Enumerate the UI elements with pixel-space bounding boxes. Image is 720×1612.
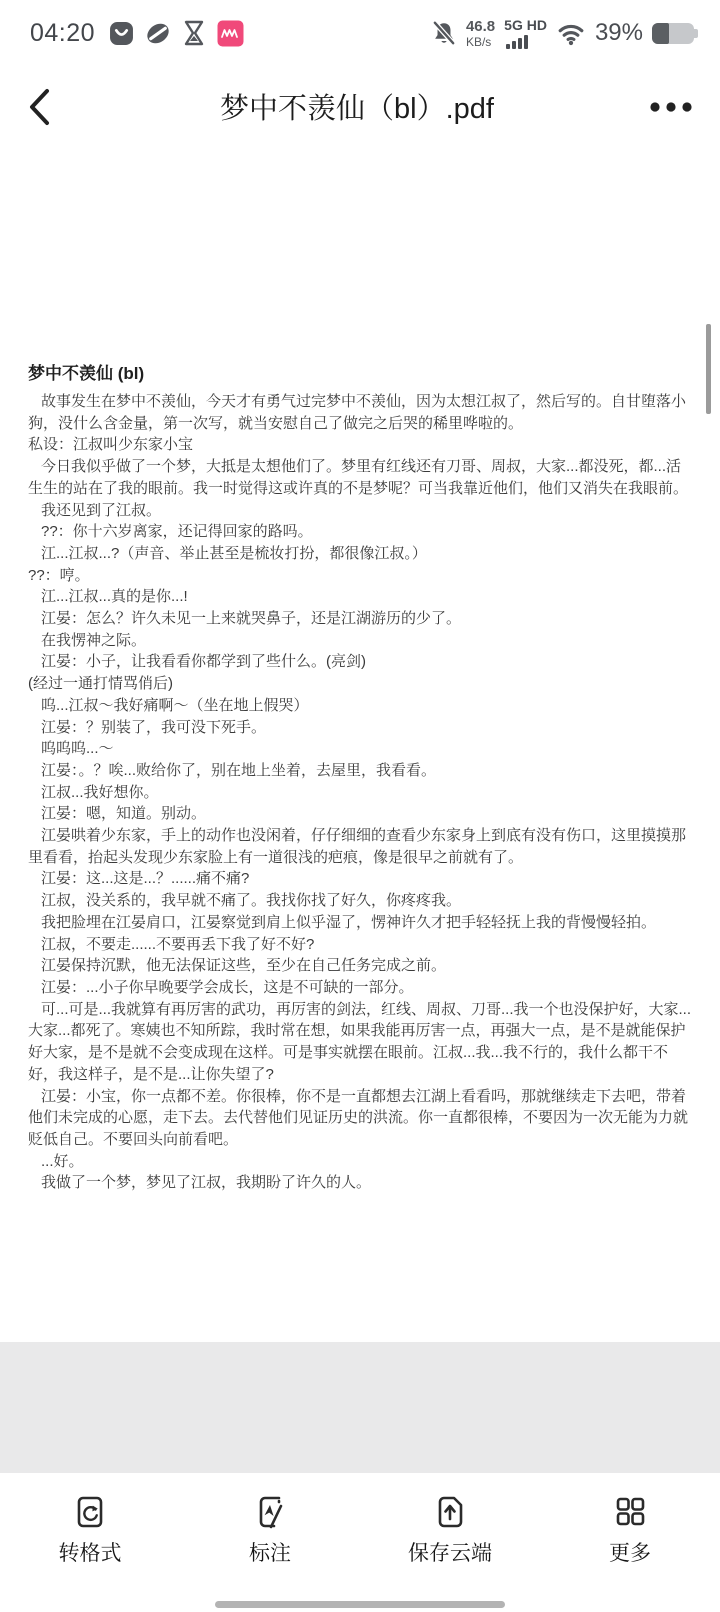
document-paragraph: 呜...江叔～我好痛啊～（坐在地上假哭） — [41, 696, 309, 714]
app-oval-icon — [145, 21, 171, 46]
document-paragraph: 我把脸埋在江晏肩口，江晏察觉到肩上似乎湿了，愣神许久才把手轻轻抚上我的背慢慢轻拍。 — [41, 913, 657, 931]
document-body — [28, 391, 692, 1194]
document-paragraph: 今日我似乎做了一个梦，大抵是太想他们了。梦里有红线还有刀哥、周叔，大家...都没死，都...活生生的站在了我的眼前。我一时觉得这或许真的不是梦呢？可当我靠近他们，他们又消失在我眼前。 — [28, 458, 689, 497]
more-menu-button[interactable] — [642, 101, 694, 113]
document-paragraph: ...好。 — [41, 1152, 84, 1170]
network-speed-value: 46.8 — [465, 17, 496, 35]
network-speed-unit: KB/s — [465, 34, 492, 49]
more-grid-icon — [610, 1490, 650, 1534]
document-paragraph: ??：哼。 — [28, 566, 90, 584]
document-paragraph: 江...江叔...真的是你...! — [41, 588, 188, 606]
convert-format-icon — [70, 1490, 110, 1534]
annotate-icon — [250, 1490, 290, 1534]
document-paragraph: 江晏哄着少东家，手上的动作也没闲着，仔仔细细的查看少东家身上到底有没有伤口，这里摸摸那里看看，抬起头发现少东家脸上有一道很浅的疤痕，像是很早之前就有了。 — [28, 827, 687, 866]
document-paragraph: 江晏：。？唉...败给你了，别在地上坐着，去屋里，我看看。 — [41, 761, 437, 779]
scrollbar-thumb[interactable] — [706, 324, 711, 414]
document-paragraph: 江晏：...小子你早晚要学会成长，这是不可缺的一部分。 — [41, 978, 414, 996]
toolbar-item-label: 标注 — [249, 1542, 291, 1565]
document-paragraph: (经过一通打情骂俏后) — [28, 675, 173, 693]
document-paragraph: 江叔，不要走......不要再丢下我了好不好? — [41, 935, 315, 953]
document-paragraph: 呜呜呜...～ — [41, 740, 114, 758]
network-type-label: 5G HD — [504, 16, 547, 33]
document-paragraph: 江叔...我好想你。 — [41, 783, 159, 801]
file-title: 梦中不羡仙（bl）.pdf — [220, 93, 494, 125]
toolbar-item-label: 更多 — [609, 1542, 651, 1565]
document-paragraph: 江晏：小宝，你一点都不差。你很棒，你不是一直都想去江湖上看看吗，那就继续走下去吧，带着他们未完成的心愿，走下去。去代替他们见证历史的洪流。你一直都很棒，不要因为一次无能为力就贬低自己。不要回头向前看吧。 — [28, 1087, 689, 1148]
more-button[interactable] — [540, 1473, 720, 1612]
bottom-toolbar — [0, 1473, 720, 1612]
cellular-indicator — [504, 18, 547, 49]
pdf-page[interactable] — [0, 322, 720, 1342]
document-paragraph: 江晏保持沉默，他无法保证这些，至少在自己任务完成之前。 — [41, 957, 447, 975]
more-dots-icon — [648, 101, 694, 113]
cloud-save-button[interactable] — [360, 1473, 540, 1612]
back-chevron-icon — [26, 87, 52, 127]
document-title: 梦中不羡仙 (bl) — [28, 364, 145, 383]
toolbar-item-label: 转格式 — [58, 1542, 122, 1565]
header — [0, 60, 720, 153]
document-paragraph: 私设：江叔叫少东家小宝 — [28, 436, 194, 454]
wifi-icon — [556, 21, 586, 46]
document-paragraph: 在我愣神之际。 — [41, 631, 147, 649]
document-paragraph: 江晏：小子，让我看看你都学到了些什么。(亮剑) — [41, 653, 366, 671]
status-bar — [0, 0, 720, 60]
back-button[interactable] — [26, 87, 72, 127]
document-paragraph: 江...江叔...?（声音、举止甚至是梳妆打扮，都很像江叔。） — [41, 544, 427, 562]
bell-muted-icon — [431, 20, 457, 47]
network-speed — [466, 19, 495, 48]
pdf-viewer[interactable] — [0, 322, 720, 1612]
app-smile-icon — [109, 21, 134, 46]
battery-percent-text: 39% — [594, 19, 643, 46]
status-right-cluster — [431, 18, 694, 49]
document-paragraph: 可...可是...我就算有再厉害的武功，再厉害的剑法，红线、周叔、刀哥...我一个也没保护好，大家...大家...都死了。寒姨也不知所踪，我时常在想，如果我能再厉害一点，再强大一点，是不是就能保护好大家，是不是就不会变成现在这样。可是事实就摆在眼前。江叔...我...我不行的，我什么都干不好，我这样子，是不是...让你失望了? — [28, 1000, 692, 1083]
hourglass-icon — [182, 20, 206, 46]
document-paragraph: 故事发生在梦中不羡仙，今天才有勇气过完梦中不羡仙，因为太想江叔了，然后写的。自甘堕落小狗，没什么含金量，第一次写，就当安慰自己了做完之后哭的稀里哗啦的。 — [28, 393, 687, 432]
signal-bars-icon — [506, 35, 528, 49]
document-paragraph: 江晏：怎么？许久未见一上来就哭鼻子，还是江湖游历的少了。 — [41, 610, 462, 628]
page-content — [0, 322, 720, 1194]
document-paragraph: 江叔，没关系的，我早就不痛了。我找你找了好久，你疼疼我。 — [41, 892, 462, 910]
clock-text: 04:20 — [30, 18, 96, 47]
toolbar-item-label: 保存云端 — [408, 1542, 492, 1565]
document-paragraph: 江晏：？别装了，我可没下死手。 — [41, 718, 267, 736]
document-paragraph: 江晏：这...这是...？......痛不痛? — [41, 870, 250, 888]
home-indicator-bar[interactable] — [215, 1601, 505, 1608]
annotate-button[interactable] — [180, 1473, 360, 1612]
document-paragraph: ??：你十六岁离家，还记得回家的路吗。 — [41, 523, 313, 541]
app-pink-icon — [217, 20, 244, 47]
document-paragraph: 我做了一个梦，梦见了江叔，我期盼了许久的人。 — [41, 1174, 372, 1192]
notification-icons — [109, 20, 244, 47]
document-paragraph: 江晏：嗯，知道。别动。 — [41, 805, 207, 823]
convert-format-button[interactable] — [0, 1473, 180, 1612]
cloud-save-icon — [430, 1490, 470, 1534]
battery-icon — [652, 23, 694, 44]
document-paragraph: 我还见到了江叔。 — [41, 501, 162, 519]
